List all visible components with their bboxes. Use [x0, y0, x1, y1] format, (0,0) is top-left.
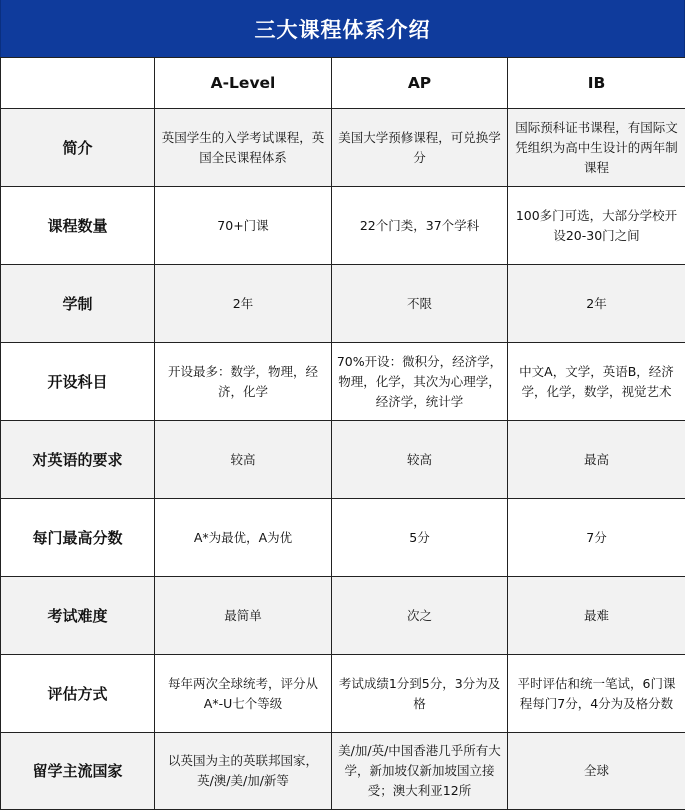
header-cell-alevel: A-Level	[155, 58, 332, 109]
cell-ib: 2年	[508, 265, 685, 343]
cell-ap: 22个门类，37个学科	[332, 187, 508, 265]
row-label: 留学主流国家	[1, 733, 155, 810]
row-label: 对英语的要求	[1, 421, 155, 499]
table-row-duration	[1, 265, 685, 343]
cell-alevel: A*为最优，A为优	[155, 499, 332, 577]
row-label: 开设科目	[1, 343, 155, 421]
table-row-english-requirement	[1, 421, 685, 499]
cell-alevel: 以英国为主的英联邦国家，英/澳/美/加/新等	[155, 733, 332, 810]
cell-ap: 考试成绩1分到5分，3分为及格	[332, 655, 508, 733]
table-row-subjects	[1, 343, 685, 421]
cell-ap: 较高	[332, 421, 508, 499]
cell-ib: 国际预科证书课程，有国际文凭组织为高中生设计的两年制课程	[508, 109, 685, 187]
cell-alevel: 70+门课	[155, 187, 332, 265]
row-label: 考试难度	[1, 577, 155, 655]
row-label: 学制	[1, 265, 155, 343]
header-cell-ib: IB	[508, 58, 685, 109]
table-row-course-count	[1, 187, 685, 265]
cell-ib: 全球	[508, 733, 685, 810]
cell-ib: 中文A，文学，英语B，经济学，化学，数学，视觉艺术	[508, 343, 685, 421]
cell-ib: 7分	[508, 499, 685, 577]
cell-alevel: 英国学生的入学考试课程，英国全民课程体系	[155, 109, 332, 187]
table-row-destinations	[1, 733, 685, 810]
cell-alevel: 每年两次全球统考，评分从A*-U七个等级	[155, 655, 332, 733]
cell-alevel: 2年	[155, 265, 332, 343]
comparison-table	[0, 57, 685, 810]
header-cell-empty	[1, 58, 155, 109]
cell-alevel: 较高	[155, 421, 332, 499]
cell-ib: 100多门可选，大部分学校开设20-30门之间	[508, 187, 685, 265]
table-header-row	[1, 58, 685, 109]
cell-ap: 5分	[332, 499, 508, 577]
cell-ap: 70%开设：微积分，经济学，物理，化学，其次为心理学，经济学，统计学	[332, 343, 508, 421]
row-label: 每门最高分数	[1, 499, 155, 577]
cell-ib: 最难	[508, 577, 685, 655]
page-title: 三大课程体系介绍	[0, 0, 685, 57]
cell-ap: 美/加/英/中国香港几乎所有大学，新加坡仅新加坡国立接受；澳大利亚12所	[332, 733, 508, 810]
cell-alevel: 最简单	[155, 577, 332, 655]
cell-ap: 次之	[332, 577, 508, 655]
cell-alevel: 开设最多：数学，物理，经济，化学	[155, 343, 332, 421]
table-row-max-score	[1, 499, 685, 577]
row-label: 评估方式	[1, 655, 155, 733]
cell-ap: 美国大学预修课程，可兑换学分	[332, 109, 508, 187]
table-row-assessment	[1, 655, 685, 733]
table-row-difficulty	[1, 577, 685, 655]
cell-ap: 不限	[332, 265, 508, 343]
header-cell-ap: AP	[332, 58, 508, 109]
row-label: 课程数量	[1, 187, 155, 265]
cell-ib: 最高	[508, 421, 685, 499]
cell-ib: 平时评估和统一笔试，6门课程每门7分，4分为及格分数	[508, 655, 685, 733]
table-row-intro	[1, 109, 685, 187]
row-label: 简介	[1, 109, 155, 187]
